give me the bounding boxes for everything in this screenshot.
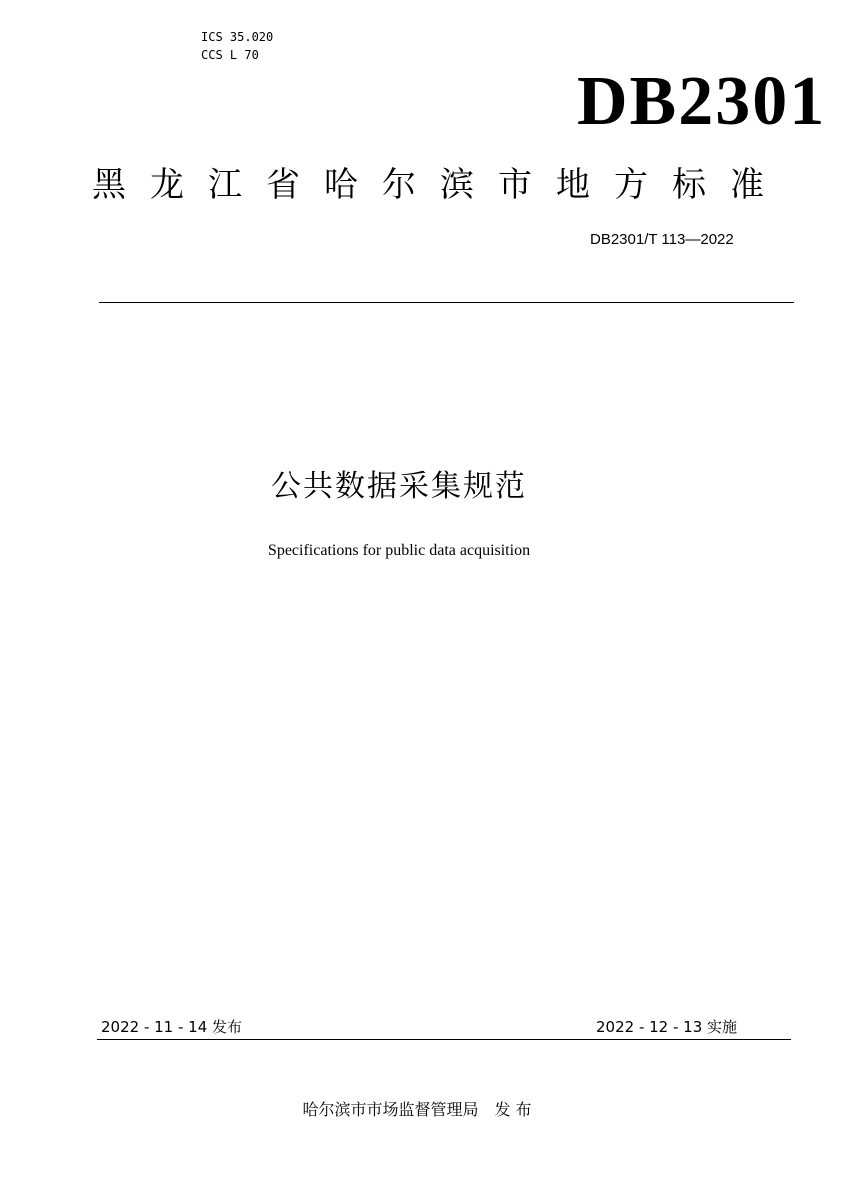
implementation-date: 2022 - 12 - 13 实施	[596, 1018, 738, 1036]
standard-type-heading: 黑龙江省哈尔滨市地方标准	[92, 165, 788, 205]
standard-code-large: DB2301	[577, 63, 827, 140]
issuing-authority: 哈尔滨市市场监督管理局 发 布	[302, 1100, 532, 1119]
bottom-divider	[97, 1039, 791, 1040]
standard-number: DB2301/T 113—2022	[590, 231, 734, 248]
document-title-english: Specifications for public data acquisition	[267, 542, 531, 559]
ics-code: ICS 35.020	[201, 30, 274, 44]
issue-date: 2022 - 11 - 14 发布	[101, 1018, 243, 1036]
ccs-code: CCS L 70	[201, 48, 259, 62]
document-title-chinese: 公共数据采集规范	[271, 469, 527, 504]
classification-codes	[201, 28, 273, 64]
top-divider	[99, 302, 794, 303]
